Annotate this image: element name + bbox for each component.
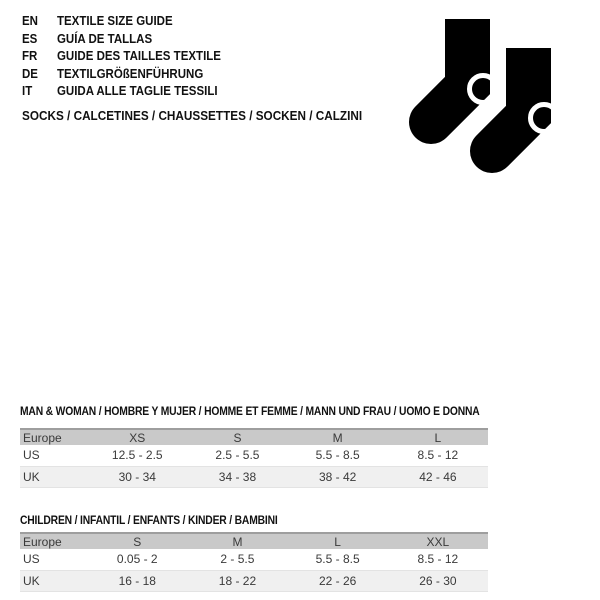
column-header: Europe [23,430,62,445]
size-table-title: MAN & WOMAN / HOMBRE Y MUJER / HOMME ET FEMME / MANN UND FRAU / UOMO E DONNA [20,404,480,418]
table-row [20,466,488,487]
language-label: TEXTILGRÖßENFÜHRUNG [56,66,204,81]
table-row [20,445,488,466]
column-header: XXL [426,534,450,549]
region-cell: UK [20,570,87,591]
region-cell: US [20,549,87,570]
size-cell: 2 - 5.5 [187,549,287,570]
language-label: GUIDA ALLE TAGLIE TESSILI [56,84,218,99]
language-row [22,66,221,84]
language-list [22,13,221,101]
socks-icon-svg [390,0,600,190]
language-code: EN [22,14,38,28]
size-table-section-children [20,514,488,592]
language-row [22,83,221,101]
language-label: GUIDE DES TAILLES TEXTILE [56,49,221,64]
column-header: L [334,534,341,549]
size-table [20,532,488,592]
size-table [20,428,488,488]
size-cell: 5.5 - 8.5 [288,549,388,570]
header-row [20,533,488,549]
size-cell: 2.5 - 5.5 [187,445,287,466]
size-cell: 38 - 42 [288,466,388,487]
size-cell: 30 - 34 [87,466,187,487]
header-row [20,429,488,445]
language-code: DE [22,66,38,81]
column-header: XS [129,430,146,445]
language-row [22,48,221,66]
size-cell: 0.05 - 2 [87,549,187,570]
language-code: IT [22,84,33,99]
language-row [22,31,221,49]
column-header: S [233,430,242,445]
category-line: SOCKS / CALCETINES / CHAUSSETTES / SOCKEN / CALZINI [22,109,363,123]
column-header: S [133,534,142,549]
size-cell: 34 - 38 [187,466,287,487]
table-row [20,570,488,591]
size-cell: 22 - 26 [288,570,388,591]
socks-icon [390,0,600,190]
size-cell: 8.5 - 12 [388,549,488,570]
size-cell: 8.5 - 12 [388,445,488,466]
size-table-section-man-woman [20,405,488,488]
language-label: GUÍA DE TALLAS [56,31,153,46]
size-cell: 5.5 - 8.5 [288,445,388,466]
region-cell: UK [20,466,87,487]
table-row [20,549,488,570]
column-header: Europe [23,534,62,549]
language-label: TEXTILE SIZE GUIDE [56,14,173,28]
size-cell: 42 - 46 [388,466,488,487]
size-cell: 12.5 - 2.5 [87,445,187,466]
language-code: ES [22,31,38,46]
column-header: M [332,430,343,445]
size-cell: 16 - 18 [87,570,187,591]
column-header: M [232,534,243,549]
size-table-title: CHILDREN / INFANTIL / ENFANTS / KINDER / BAMBINI [20,513,278,527]
size-cell: 18 - 22 [187,570,287,591]
language-row [22,13,221,31]
region-cell: US [20,445,87,466]
column-header: L [434,430,442,445]
language-code: FR [22,49,38,64]
size-cell: 26 - 30 [388,570,488,591]
